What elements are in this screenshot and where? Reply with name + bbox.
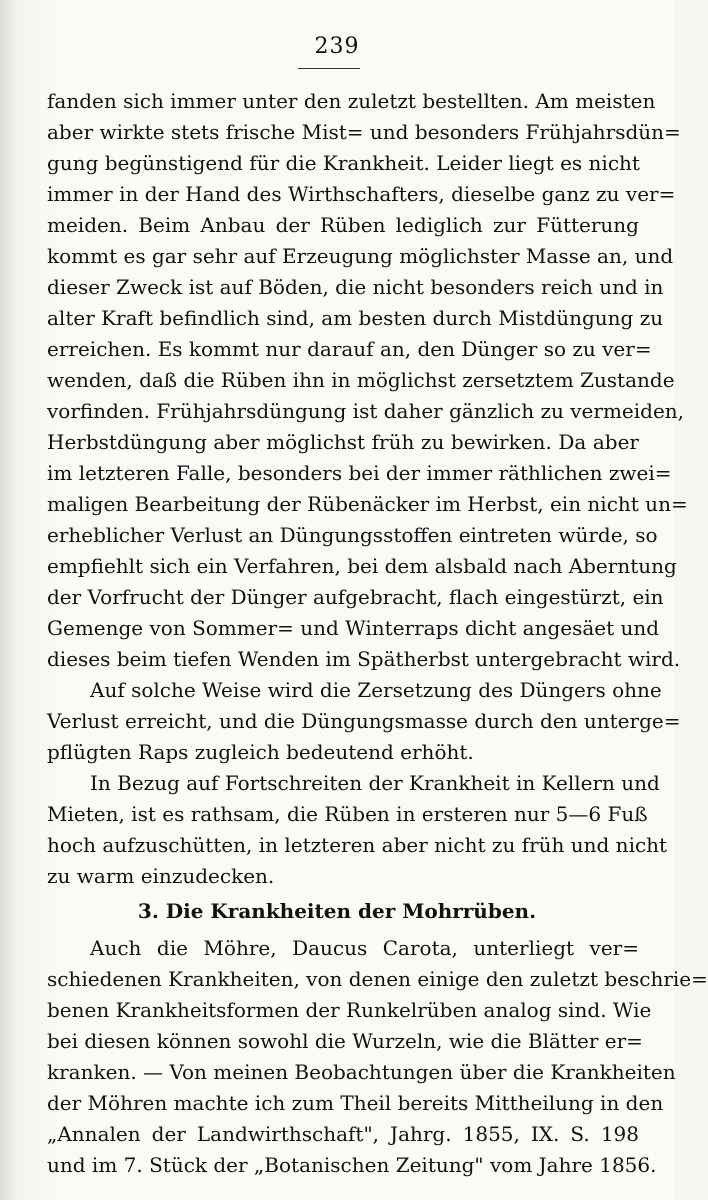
text-line: und im 7. Stück der „Botanischen Zeitung" vom Jahre 1856. <box>47 1153 657 1177</box>
text-line: alter Kraft befindlich sind, am besten durch Mistdüngung zu <box>47 306 664 330</box>
text-line: dieser Zweck ist auf Böden, die nicht besonders reich und in <box>47 275 664 299</box>
page-number: 239 <box>314 34 360 59</box>
text-line: der Vorfrucht der Dünger aufgebracht, flach eingestürzt, ein <box>47 585 664 609</box>
text-line: im letzteren Falle, besonders bei der immer räthlichen zwei= <box>47 461 672 485</box>
text-line: zu warm einzudecken. <box>47 864 275 888</box>
text-line: hoch aufzuschütten, in letzteren aber nicht zu früh und nicht <box>47 833 668 857</box>
text-line: dieses beim tiefen Wenden im Spätherbst untergebracht wird. <box>47 647 681 671</box>
text-line: empfiehlt sich ein Verfahren, bei dem alsbald nach Aberntung <box>47 554 677 578</box>
text-line: wenden, daß die Rüben ihn in möglichst zersetztem Zustande <box>47 368 675 392</box>
text-line: Herbstdüngung aber möglichst früh zu bewirken. Da aber <box>47 430 639 454</box>
text-line: fanden sich immer unter den zuletzt bestellten. Am meisten <box>47 89 656 113</box>
text-line: aber wirkte stets frische Mist= und besonders Frühjahrsdün= <box>47 120 681 144</box>
text-line: kommt es gar sehr auf Erzeugung möglichster Masse an, und <box>47 244 674 268</box>
text-line: immer in der Hand des Wirthschafters, dieselbe ganz zu ver= <box>47 182 676 206</box>
text-line: meiden. Beim Anbau der Rüben lediglich zur Fütterung <box>47 213 639 237</box>
text-line: Gemenge von Sommer= und Winterraps dicht angesäet und <box>47 616 660 640</box>
text-line: gung begünstigend für die Krankheit. Leider liegt es nicht <box>47 151 640 175</box>
text-line: Mieten, ist es rathsam, die Rüben in ersteren nur 5—6 Fuß <box>47 802 648 826</box>
text-line: kranken. — Von meinen Beobachtungen über die Krankheiten <box>47 1060 676 1084</box>
section-heading: 3. Die Krankheiten der Mohrrüben. <box>137 899 537 923</box>
text-line: bei diesen können sowohl die Wurzeln, wie die Blätter er= <box>47 1029 643 1053</box>
text-line: pflügten Raps zugleich bedeutend erhöht. <box>47 740 474 764</box>
text-line: erreichen. Es kommt nur darauf an, den Dünger so zu ver= <box>47 337 652 361</box>
header-rule <box>298 68 360 69</box>
text-line: In Bezug auf Fortschreiten der Krankheit in Kellern und <box>90 771 660 795</box>
text-line: maligen Bearbeitung der Rübenäcker im Herbst, ein nicht un= <box>47 492 688 516</box>
text-line: Verlust erreicht, und die Düngungsmasse durch den unterge= <box>47 709 681 733</box>
text-line: der Möhren machte ich zum Theil bereits Mittheilung in den <box>47 1091 664 1115</box>
text-line: Auf solche Weise wird die Zersetzung des Düngers ohne <box>90 678 662 702</box>
text-line: erheblicher Verlust an Düngungsstoffen eintreten würde, so <box>47 523 658 547</box>
text-line: benen Krankheitsformen der Runkelrüben analog sind. Wie <box>47 998 652 1022</box>
text-line: schiedenen Krankheiten, von denen einige den zuletzt beschrie= <box>47 967 708 991</box>
text-line: Auch die Möhre, Daucus Carota, unterliegt ver= <box>90 936 639 960</box>
text-line: vorfinden. Frühjahrsdüngung ist daher gänzlich zu vermeiden, <box>47 399 685 423</box>
text-line: „Annalen der Landwirthschaft", Jahrg. 1855, IX. S. 198 <box>47 1122 639 1146</box>
